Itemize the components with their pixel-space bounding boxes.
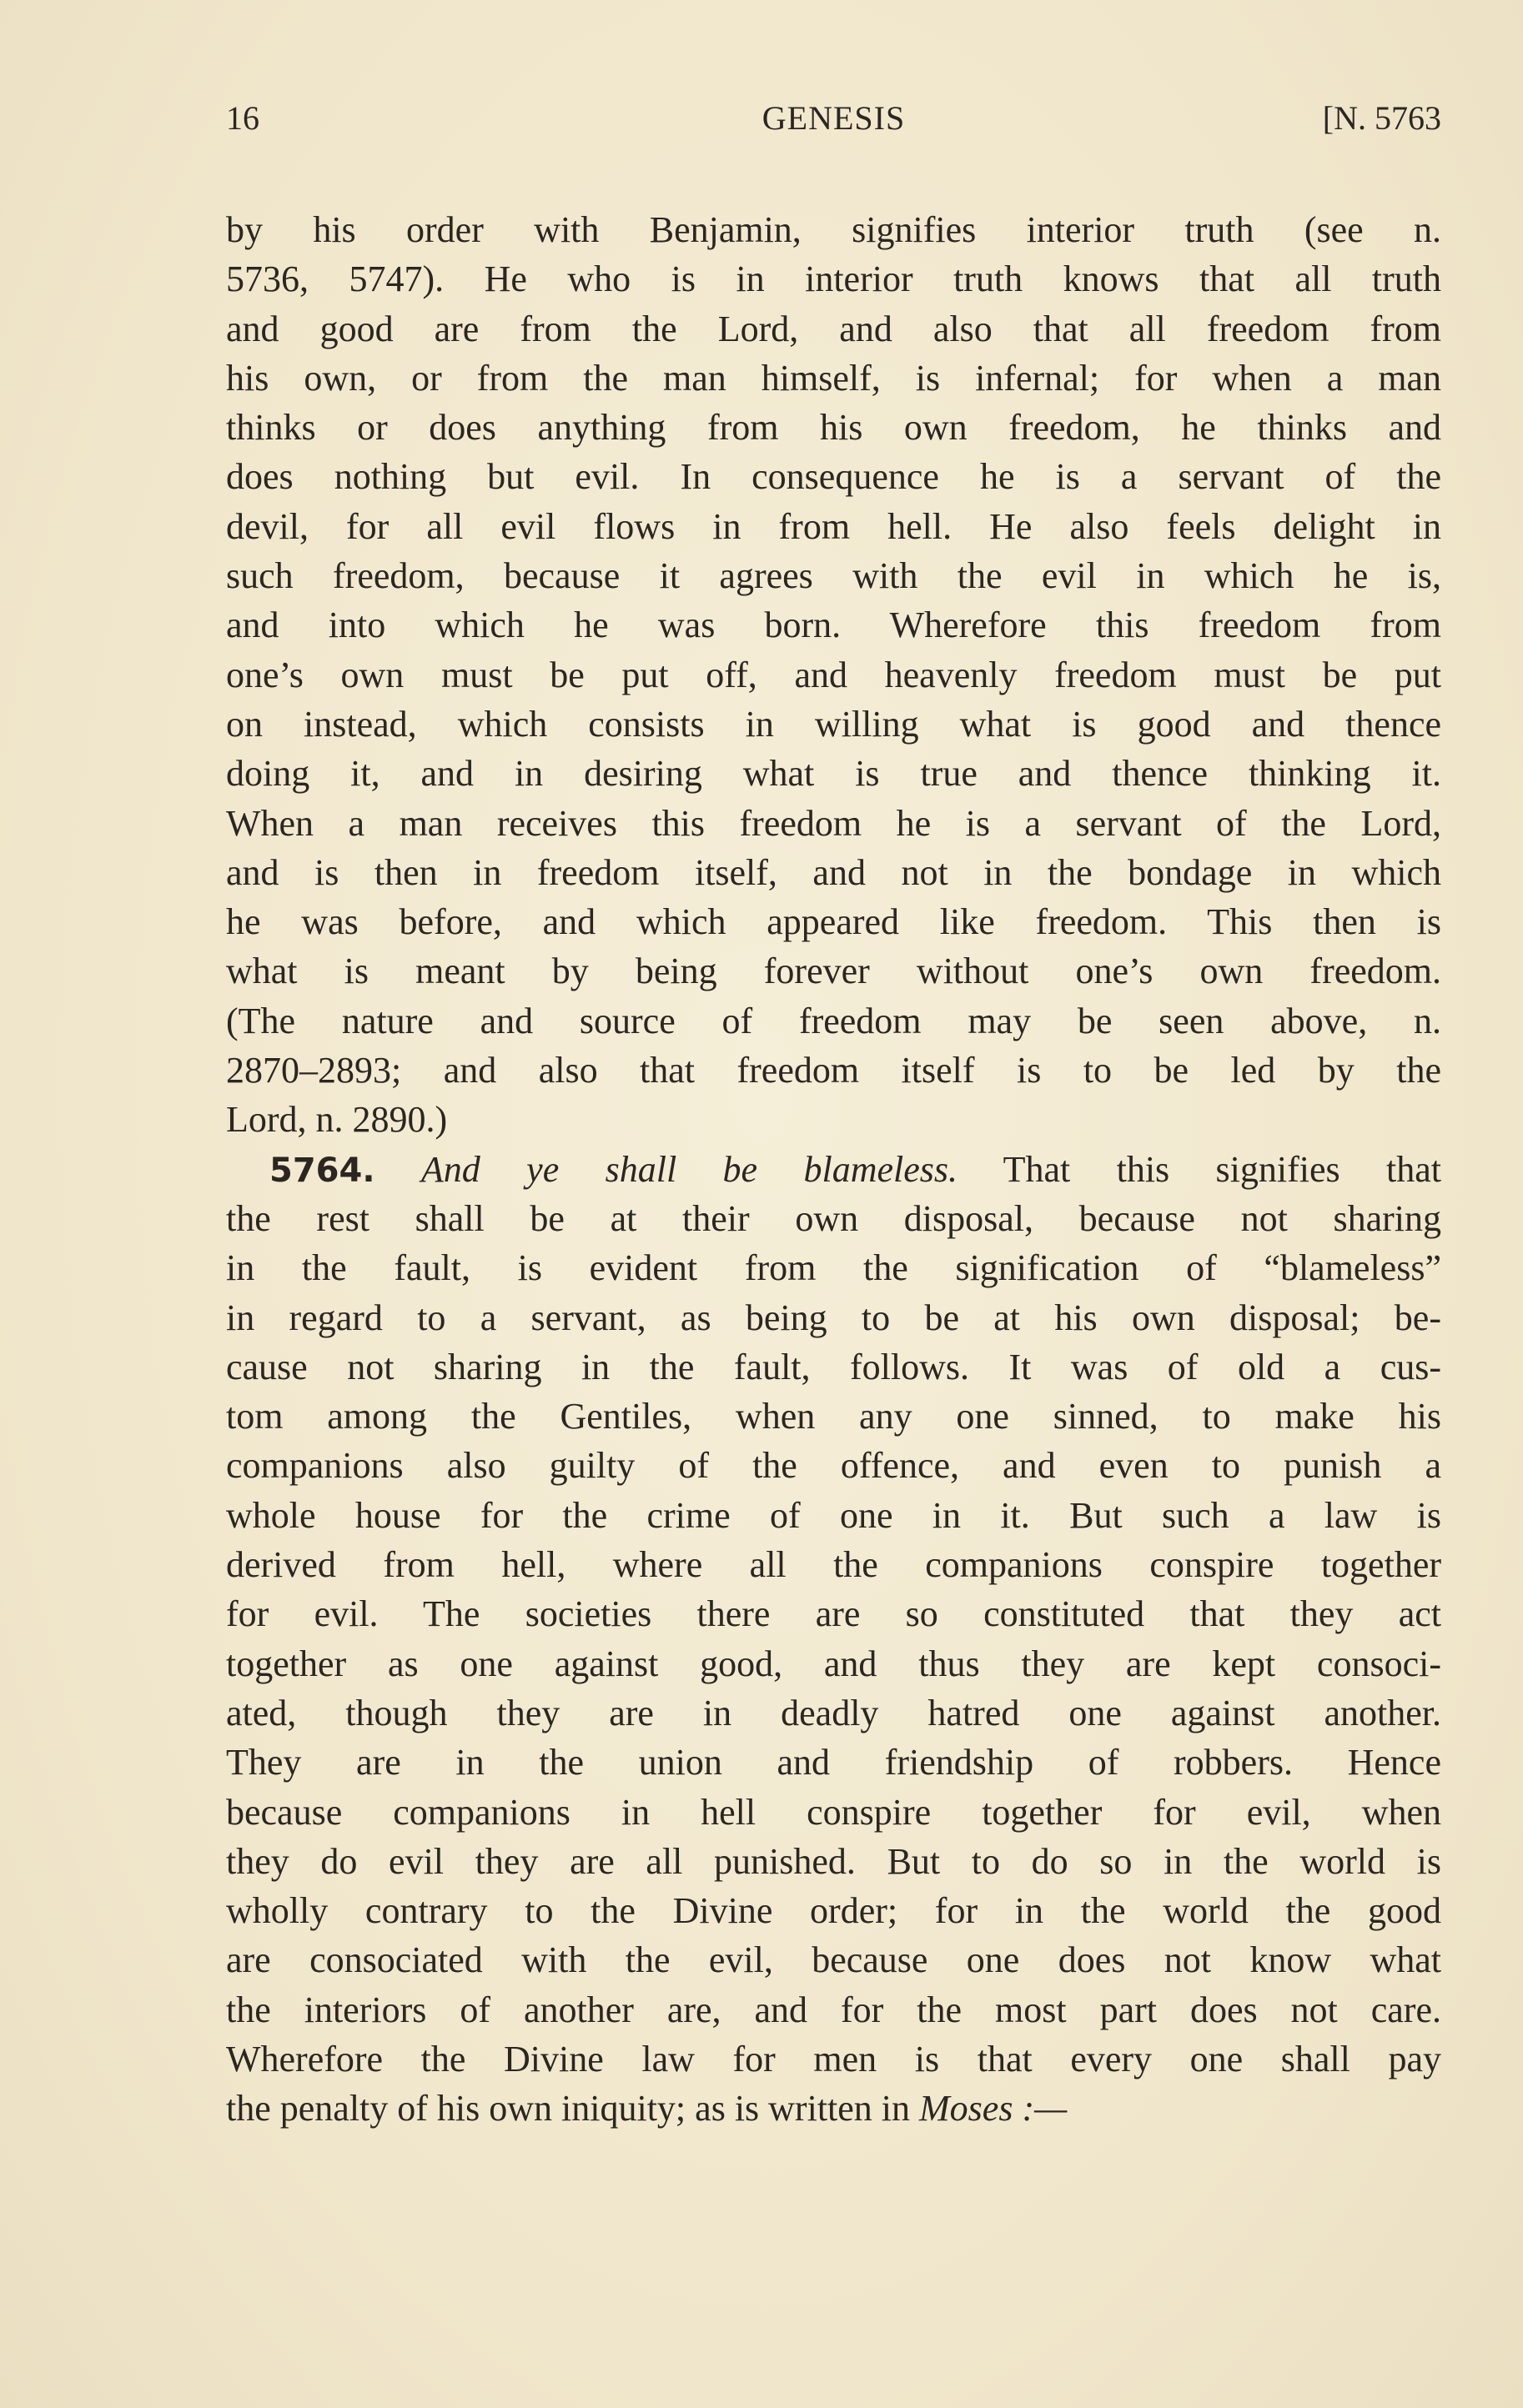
line-text: devil, for all evil flows in from hell. He also feels delight in: [226, 505, 1441, 547]
text-line: [226, 1095, 1441, 1144]
line-text: That this signifies that: [958, 1148, 1441, 1190]
line-text: doing it, and in desiring what is true and thence thinking it.: [226, 753, 1441, 795]
line-text: and good are from the Lord, and also that all freedom from: [226, 308, 1441, 349]
line-text: on instead, which consists in willing what is good and thence: [226, 703, 1441, 745]
line-text: does nothing but evil. In consequence he is a servant of the: [226, 456, 1441, 498]
text-line: [226, 749, 1441, 798]
line-text: and into which he was born. Wherefore this freedom from: [226, 605, 1441, 646]
body-text: [226, 205, 1441, 2134]
line-text: (The nature and source of freedom may be seen above, n.: [226, 1000, 1441, 1041]
text-line: [226, 1392, 1441, 1441]
scripture-quote: And ye shall be blameless.: [420, 1148, 958, 1190]
italic-reference: Moses :—: [919, 2088, 1068, 2130]
line-text: cause not sharing in the fault, follows. It was of old a cus-: [226, 1346, 1441, 1387]
line-text: companions also guilty of the offence, and even to punish a: [226, 1445, 1441, 1487]
paragraph-number: 5764.: [269, 1151, 375, 1190]
line-text: wholly contrary to the Divine order; for in the world the good: [226, 1890, 1441, 1932]
line-text: the interiors of another are, and for the most part does not care.: [226, 1989, 1441, 2030]
page-number: 16: [226, 99, 259, 137]
text-line: [226, 403, 1441, 452]
text-line: [226, 1788, 1441, 1837]
text-line: [226, 2084, 1441, 2133]
line-text: one’s own must be put off, and heavenly freedom must be put: [226, 654, 1441, 695]
text-line: [226, 452, 1441, 501]
line-text: by his order with Benjamin, signifies interior truth (see n.: [226, 209, 1441, 250]
line-text: because companions in hell conspire together for evil, when: [226, 1791, 1441, 1833]
running-header: [226, 98, 1441, 148]
text-line: [226, 1145, 1441, 1194]
text-line: [226, 2034, 1441, 2084]
line-text: for evil. The societies there are so constituted that they act: [226, 1593, 1441, 1635]
text-line: [226, 354, 1441, 403]
text-line: [226, 1639, 1441, 1688]
line-text: and is then in freedom itself, and not in the bondage in which: [226, 851, 1441, 893]
text-line: [226, 1886, 1441, 1935]
line-text: When a man receives this freedom he is a servant of the Lord,: [226, 802, 1441, 844]
text-line: [226, 897, 1441, 946]
text-line: [226, 600, 1441, 650]
line-text: together as one against good, and thus they are kept consoci-: [226, 1643, 1441, 1684]
line-text: the rest shall be at their own disposal, because not sharing: [226, 1197, 1441, 1239]
line-text: 5736, 5747). He who is in interior truth knows that all truth: [226, 258, 1441, 300]
text-line: [226, 1342, 1441, 1392]
text-line: [226, 1985, 1441, 2034]
text-line: [226, 650, 1441, 700]
text-line: [226, 1688, 1441, 1738]
line-text: Lord, n. 2890.): [226, 1099, 448, 1141]
text-line: [226, 1738, 1441, 1787]
running-title: GENESIS: [762, 99, 906, 137]
line-text: in the fault, is evident from the signification of “blameless”: [226, 1247, 1441, 1289]
line-text: They are in the union and friendship of robbers. Hence: [226, 1742, 1441, 1783]
text-line: [226, 799, 1441, 848]
line-text: in regard to a servant, as being to be at his own disposal; be-: [226, 1297, 1441, 1338]
text-line: [226, 502, 1441, 551]
line-text: ated, though they are in deadly hatred one against another.: [226, 1692, 1441, 1733]
text-line: [226, 1837, 1441, 1886]
text-line: [226, 304, 1441, 354]
line-text: thinks or does anything from his own freedom, he thinks and: [226, 407, 1441, 449]
text-line: [226, 1540, 1441, 1589]
text-line: [226, 1441, 1441, 1490]
text-line: [226, 1243, 1441, 1292]
text-line: [226, 254, 1441, 304]
text-line: [226, 946, 1441, 996]
line-text: he was before, and which appeared like freedom. This then is: [226, 901, 1441, 943]
line-text: such freedom, because it agrees with the evil in which he is,: [226, 555, 1441, 597]
line-text: are consociated with the evil, because one does not know what: [226, 1939, 1441, 1981]
line-text: the penalty of his own iniquity; as is written in: [226, 2088, 920, 2130]
text-line: [226, 1194, 1441, 1243]
text-line: [226, 848, 1441, 897]
text-line: [226, 700, 1441, 749]
line-text: tom among the Gentiles, when any one sinned, to make his: [226, 1396, 1441, 1437]
line-text: 2870–2893; and also that freedom itself is to be led by the: [226, 1050, 1441, 1091]
section-reference: [N. 5763: [1322, 99, 1441, 137]
line-text: derived from hell, where all the companions conspire together: [226, 1544, 1441, 1586]
line-text: what is meant by being forever without one’s own freedom.: [226, 951, 1441, 992]
line-text: his own, or from the man himself, is infernal; for when a man: [226, 357, 1441, 399]
text-line: [226, 1935, 1441, 1984]
text-line: [226, 1589, 1441, 1638]
line-text: they do evil they are all punished. But to do so in the world is: [226, 1840, 1441, 1882]
text-line: [226, 1293, 1441, 1342]
text-line: [226, 205, 1441, 254]
text-line: [226, 1046, 1441, 1095]
text-line: [226, 1491, 1441, 1540]
text-line: [226, 996, 1441, 1046]
line-text: whole house for the crime of one in it. But such a law is: [226, 1494, 1441, 1536]
text-line: [226, 551, 1441, 600]
line-text: Wherefore the Divine law for men is that every one shall pay: [226, 2038, 1441, 2079]
